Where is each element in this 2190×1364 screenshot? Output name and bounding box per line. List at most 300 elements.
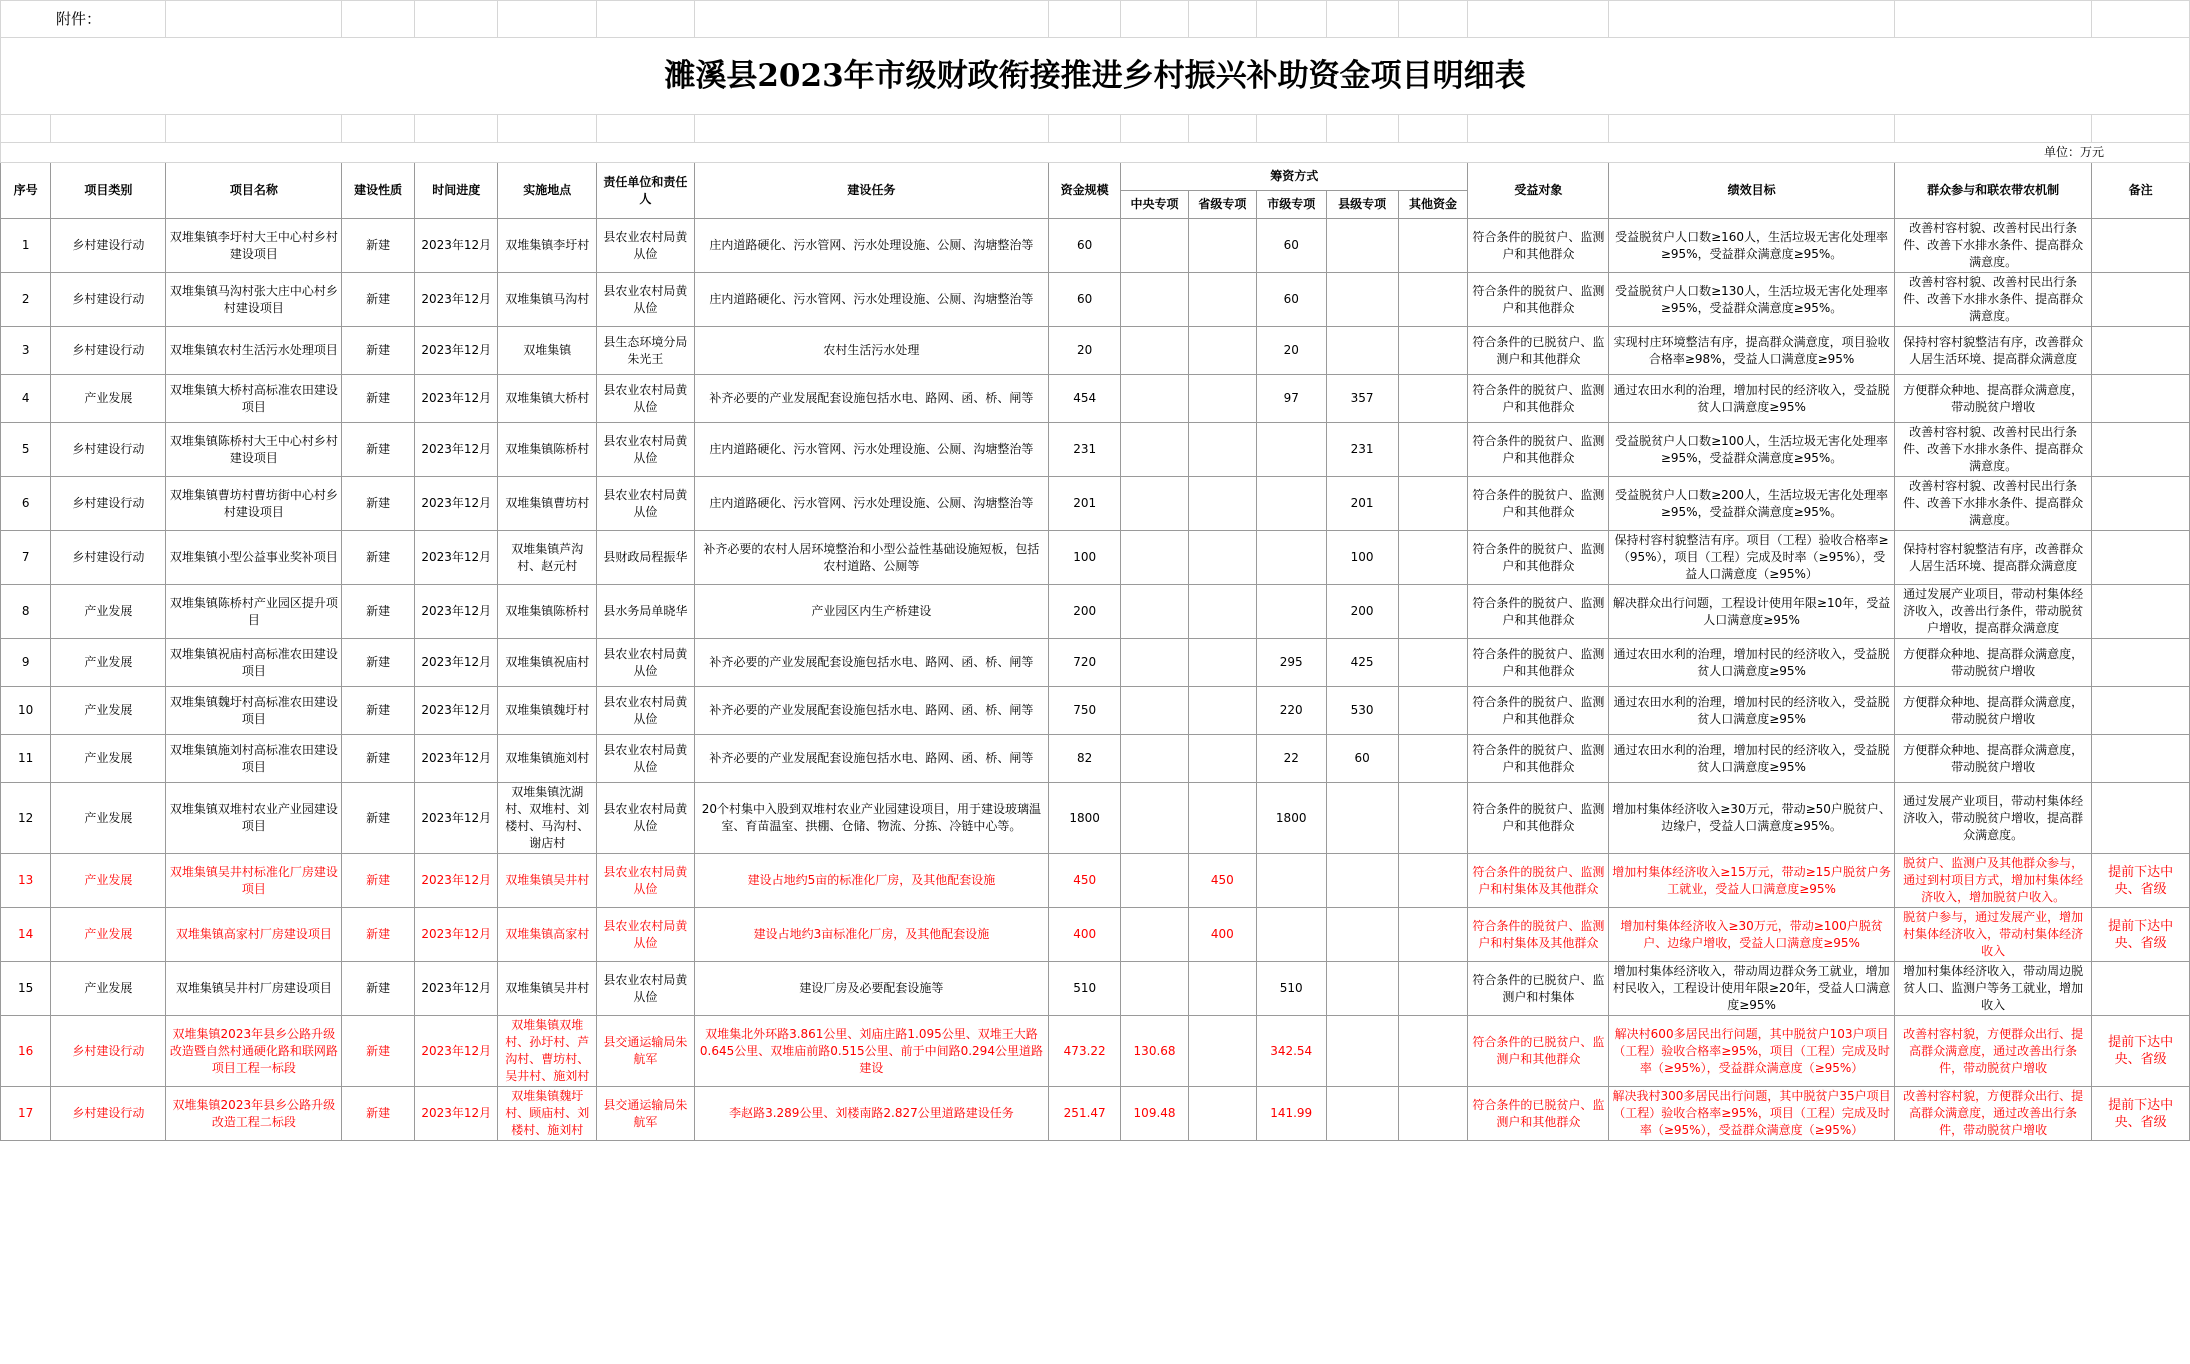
cell-remark bbox=[2092, 327, 2190, 375]
cell-seq: 12 bbox=[1, 783, 51, 854]
cell-other bbox=[1398, 687, 1468, 735]
cell-responsible: 县农业农村局黄从俭 bbox=[597, 962, 695, 1016]
cell-location: 双堆集镇沈湖村、双堆村、刘楼村、马沟村、谢店村 bbox=[498, 783, 597, 854]
cell-nature: 新建 bbox=[342, 273, 415, 327]
cell-scale: 1800 bbox=[1049, 783, 1121, 854]
cell-municipal: 295 bbox=[1256, 639, 1326, 687]
cell-provincial: 450 bbox=[1188, 854, 1256, 908]
cell-central bbox=[1121, 639, 1189, 687]
cell-scale: 720 bbox=[1049, 639, 1121, 687]
cell-name: 双堆集镇农村生活污水处理项目 bbox=[166, 327, 342, 375]
cell-performance: 通过农田水利的治理，增加村民的经济收入，受益脱贫人口满意度≥95% bbox=[1609, 735, 1895, 783]
cell-task: 庄内道路硬化、污水管网、污水处理设施、公厕、沟塘整治等 bbox=[694, 273, 1049, 327]
header-seq: 序号 bbox=[1, 163, 51, 219]
cell-task: 补齐必要的产业发展配套设施包括水电、路网、函、桥、闸等 bbox=[694, 735, 1049, 783]
cell-category: 乡村建设行动 bbox=[51, 1087, 166, 1141]
cell-remark bbox=[2092, 477, 2190, 531]
cell-task: 庄内道路硬化、污水管网、污水处理设施、公厕、沟塘整治等 bbox=[694, 219, 1049, 273]
cell-responsible: 县农业农村局黄从俭 bbox=[597, 735, 695, 783]
table-row bbox=[1, 585, 2190, 639]
cell-other bbox=[1398, 327, 1468, 375]
header-row-1 bbox=[1, 163, 2190, 191]
cell-municipal: 510 bbox=[1256, 962, 1326, 1016]
cell-county bbox=[1326, 1016, 1398, 1087]
cell-central bbox=[1121, 531, 1189, 585]
cell-beneficiary: 符合条件的脱贫户、监测户和其他群众 bbox=[1468, 783, 1609, 854]
cell-remark bbox=[2092, 639, 2190, 687]
cell-schedule: 2023年12月 bbox=[415, 908, 498, 962]
cell-seq: 4 bbox=[1, 375, 51, 423]
cell-seq: 5 bbox=[1, 423, 51, 477]
table-row bbox=[1, 219, 2190, 273]
cell-municipal: 60 bbox=[1256, 273, 1326, 327]
cell-task: 补齐必要的产业发展配套设施包括水电、路网、函、桥、闸等 bbox=[694, 639, 1049, 687]
cell-beneficiary: 符合条件的脱贫户、监测户和其他群众 bbox=[1468, 585, 1609, 639]
cell-responsible: 县交通运输局朱航军 bbox=[597, 1016, 695, 1087]
cell-provincial bbox=[1188, 531, 1256, 585]
cell-nature: 新建 bbox=[342, 327, 415, 375]
cell-responsible: 县农业农村局黄从俭 bbox=[597, 908, 695, 962]
cell-other bbox=[1398, 477, 1468, 531]
cell-task: 双堆集北外环路3.861公里、刘庙庄路1.095公里、双堆王大路0.645公里、双堆庙前路0.515公里、前于中间路0.294公里道路建设 bbox=[694, 1016, 1049, 1087]
cell-scale: 750 bbox=[1049, 687, 1121, 735]
cell-name: 双堆集镇高家村厂房建设项目 bbox=[166, 908, 342, 962]
cell-other bbox=[1398, 273, 1468, 327]
cell-municipal bbox=[1256, 585, 1326, 639]
cell-beneficiary: 符合条件的脱贫户、监测户和其他群众 bbox=[1468, 735, 1609, 783]
cell-responsible: 县农业农村局黄从俭 bbox=[597, 639, 695, 687]
cell-category: 产业发展 bbox=[51, 908, 166, 962]
cell-other bbox=[1398, 1087, 1468, 1141]
cell-performance: 解决群众出行问题，工程设计使用年限≥10年，受益人口满意度≥95% bbox=[1609, 585, 1895, 639]
cell-mechanism: 方便群众种地、提高群众满意度，带动脱贫户增收 bbox=[1894, 687, 2091, 735]
attachment-label: 附件： bbox=[1, 1, 166, 38]
cell-responsible: 县农业农村局黄从俭 bbox=[597, 375, 695, 423]
cell-seq: 10 bbox=[1, 687, 51, 735]
cell-central bbox=[1121, 783, 1189, 854]
cell-category: 产业发展 bbox=[51, 783, 166, 854]
cell-responsible: 县交通运输局朱航军 bbox=[597, 1087, 695, 1141]
cell-task: 20个村集中入股到双堆村农业产业园建设项目，用于建设玻璃温室、育苗温室、拱棚、仓储、物流、分拣、冷链中心等。 bbox=[694, 783, 1049, 854]
cell-location: 双堆集镇陈桥村 bbox=[498, 423, 597, 477]
cell-name: 双堆集镇魏圩村高标准农田建设项目 bbox=[166, 687, 342, 735]
cell-performance: 受益脱贫户人口数≥130人，生活垃圾无害化处理率≥95%，受益群众满意度≥95%。 bbox=[1609, 273, 1895, 327]
cell-other bbox=[1398, 962, 1468, 1016]
cell-county bbox=[1326, 273, 1398, 327]
cell-name: 双堆集镇曹坊村曹坊街中心村乡村建设项目 bbox=[166, 477, 342, 531]
cell-beneficiary: 符合条件的已脱贫户、监测户和村集体 bbox=[1468, 962, 1609, 1016]
cell-responsible: 县农业农村局黄从俭 bbox=[597, 783, 695, 854]
cell-mechanism: 改善村容村貌、改善村民出行条件、改善下水排水条件、提高群众满意度。 bbox=[1894, 477, 2091, 531]
cell-task: 庄内道路硬化、污水管网、污水处理设施、公厕、沟塘整治等 bbox=[694, 477, 1049, 531]
cell-municipal bbox=[1256, 908, 1326, 962]
cell-provincial bbox=[1188, 585, 1256, 639]
cell-location: 双堆集镇祝庙村 bbox=[498, 639, 597, 687]
cell-performance: 解决我村300多居民出行问题，其中脱贫户35户项目（工程）验收合格率≥95%，项目（工程）完成及时率（≥95%），受益群众满意度（≥95%） bbox=[1609, 1087, 1895, 1141]
cell-other bbox=[1398, 854, 1468, 908]
cell-county: 201 bbox=[1326, 477, 1398, 531]
cell-performance: 实现村庄环境整洁有序，提高群众满意度，项目验收合格率≥98%，受益人口满意度≥95% bbox=[1609, 327, 1895, 375]
cell-seq: 6 bbox=[1, 477, 51, 531]
cell-mechanism: 改善村容村貌、改善村民出行条件、改善下水排水条件、提高群众满意度。 bbox=[1894, 219, 2091, 273]
cell-nature: 新建 bbox=[342, 639, 415, 687]
cell-category: 产业发展 bbox=[51, 639, 166, 687]
cell-schedule: 2023年12月 bbox=[415, 1087, 498, 1141]
cell-category: 乡村建设行动 bbox=[51, 273, 166, 327]
table-row bbox=[1, 477, 2190, 531]
cell-schedule: 2023年12月 bbox=[415, 735, 498, 783]
header-name: 项目名称 bbox=[166, 163, 342, 219]
cell-schedule: 2023年12月 bbox=[415, 783, 498, 854]
cell-category: 乡村建设行动 bbox=[51, 477, 166, 531]
cell-category: 产业发展 bbox=[51, 375, 166, 423]
cell-name: 双堆集镇施刘村高标准农田建设项目 bbox=[166, 735, 342, 783]
table-row bbox=[1, 273, 2190, 327]
cell-performance: 通过农田水利的治理，增加村民的经济收入，受益脱贫人口满意度≥95% bbox=[1609, 687, 1895, 735]
cell-mechanism: 方便群众种地、提高群众满意度，带动脱贫户增收 bbox=[1894, 375, 2091, 423]
cell-municipal: 1800 bbox=[1256, 783, 1326, 854]
cell-location: 双堆集镇李圩村 bbox=[498, 219, 597, 273]
cell-responsible: 县水务局单晓华 bbox=[597, 585, 695, 639]
cell-county bbox=[1326, 1087, 1398, 1141]
cell-schedule: 2023年12月 bbox=[415, 531, 498, 585]
cell-other bbox=[1398, 639, 1468, 687]
cell-scale: 251.47 bbox=[1049, 1087, 1121, 1141]
header-county: 县级专项 bbox=[1326, 191, 1398, 219]
cell-category: 产业发展 bbox=[51, 687, 166, 735]
cell-other bbox=[1398, 423, 1468, 477]
cell-schedule: 2023年12月 bbox=[415, 477, 498, 531]
cell-remark bbox=[2092, 687, 2190, 735]
cell-schedule: 2023年12月 bbox=[415, 327, 498, 375]
cell-performance: 增加村集体经济收入≥15万元，带动≥15户脱贫户务工就业，受益人口满意度≥95% bbox=[1609, 854, 1895, 908]
cell-nature: 新建 bbox=[342, 783, 415, 854]
cell-municipal: 22 bbox=[1256, 735, 1326, 783]
cell-performance: 增加村集体经济收入≥30万元，带动≥50户脱贫户、边缘户，受益人口满意度≥95%。 bbox=[1609, 783, 1895, 854]
cell-county: 357 bbox=[1326, 375, 1398, 423]
cell-central bbox=[1121, 908, 1189, 962]
cell-municipal: 342.54 bbox=[1256, 1016, 1326, 1087]
cell-beneficiary: 符合条件的脱贫户、监测户和其他群众 bbox=[1468, 219, 1609, 273]
cell-location: 双堆集镇魏圩村 bbox=[498, 687, 597, 735]
cell-name: 双堆集镇小型公益事业奖补项目 bbox=[166, 531, 342, 585]
cell-name: 双堆集镇陈桥村大王中心村乡村建设项目 bbox=[166, 423, 342, 477]
cell-provincial: 400 bbox=[1188, 908, 1256, 962]
cell-seq: 9 bbox=[1, 639, 51, 687]
header-scale: 资金规模 bbox=[1049, 163, 1121, 219]
cell-mechanism: 改善村容村貌、改善村民出行条件、改善下水排水条件、提高群众满意度。 bbox=[1894, 423, 2091, 477]
cell-scale: 201 bbox=[1049, 477, 1121, 531]
cell-municipal: 141.99 bbox=[1256, 1087, 1326, 1141]
cell-seq: 8 bbox=[1, 585, 51, 639]
cell-scale: 20 bbox=[1049, 327, 1121, 375]
table-row bbox=[1, 854, 2190, 908]
table-row bbox=[1, 423, 2190, 477]
cell-category: 乡村建设行动 bbox=[51, 219, 166, 273]
unit-label: 单位：万元 bbox=[1, 143, 2190, 163]
cell-remark bbox=[2092, 585, 2190, 639]
cell-responsible: 县农业农村局黄从俭 bbox=[597, 687, 695, 735]
table-row bbox=[1, 639, 2190, 687]
cell-remark bbox=[2092, 783, 2190, 854]
cell-name: 双堆集镇陈桥村产业园区提升项目 bbox=[166, 585, 342, 639]
table-row bbox=[1, 783, 2190, 854]
cell-provincial bbox=[1188, 423, 1256, 477]
cell-task: 农村生活污水处理 bbox=[694, 327, 1049, 375]
cell-provincial bbox=[1188, 639, 1256, 687]
cell-central bbox=[1121, 273, 1189, 327]
header-provincial: 省级专项 bbox=[1188, 191, 1256, 219]
header-municipal: 市级专项 bbox=[1256, 191, 1326, 219]
cell-responsible: 县农业农村局黄从俭 bbox=[597, 273, 695, 327]
cell-nature: 新建 bbox=[342, 908, 415, 962]
cell-remark: 提前下达中央、省级 bbox=[2092, 1016, 2190, 1087]
cell-seq: 15 bbox=[1, 962, 51, 1016]
cell-nature: 新建 bbox=[342, 1016, 415, 1087]
cell-name: 双堆集镇吴井村厂房建设项目 bbox=[166, 962, 342, 1016]
cell-central bbox=[1121, 219, 1189, 273]
cell-other bbox=[1398, 531, 1468, 585]
cell-name: 双堆集镇大桥村高标准农田建设项目 bbox=[166, 375, 342, 423]
cell-other bbox=[1398, 585, 1468, 639]
cell-county bbox=[1326, 783, 1398, 854]
table-row bbox=[1, 1087, 2190, 1141]
cell-beneficiary: 符合条件的脱贫户、监测户和其他群众 bbox=[1468, 273, 1609, 327]
cell-task: 李赵路3.289公里、刘楼南路2.827公里道路建设任务 bbox=[694, 1087, 1049, 1141]
cell-responsible: 县生态环境分局朱光王 bbox=[597, 327, 695, 375]
cell-county: 200 bbox=[1326, 585, 1398, 639]
cell-remark bbox=[2092, 962, 2190, 1016]
table-row bbox=[1, 1016, 2190, 1087]
cell-location: 双堆集镇大桥村 bbox=[498, 375, 597, 423]
cell-name: 双堆集镇2023年县乡公路升级改造工程二标段 bbox=[166, 1087, 342, 1141]
cell-mechanism: 通过发展产业项目，带动村集体经济收入，改善出行条件，带动脱贫户增收，提高群众满意度 bbox=[1894, 585, 2091, 639]
header-task: 建设任务 bbox=[694, 163, 1049, 219]
cell-location: 双堆集镇吴井村 bbox=[498, 962, 597, 1016]
cell-provincial bbox=[1188, 273, 1256, 327]
cell-central: 130.68 bbox=[1121, 1016, 1189, 1087]
cell-location: 双堆集镇双堆村、孙圩村、芦沟村、曹坊村、吴井村、施刘村 bbox=[498, 1016, 597, 1087]
cell-schedule: 2023年12月 bbox=[415, 1016, 498, 1087]
cell-scale: 454 bbox=[1049, 375, 1121, 423]
header-central: 中央专项 bbox=[1121, 191, 1189, 219]
header-schedule: 时间进度 bbox=[415, 163, 498, 219]
cell-mechanism: 保持村容村貌整洁有序，改善群众人居生活环境、提高群众满意度 bbox=[1894, 327, 2091, 375]
cell-remark: 提前下达中央、省级 bbox=[2092, 1087, 2190, 1141]
cell-category: 乡村建设行动 bbox=[51, 423, 166, 477]
cell-remark bbox=[2092, 423, 2190, 477]
title-row bbox=[1, 38, 2190, 115]
cell-name: 双堆集镇吴井村标准化厂房建设项目 bbox=[166, 854, 342, 908]
cell-location: 双堆集镇曹坊村 bbox=[498, 477, 597, 531]
cell-remark bbox=[2092, 219, 2190, 273]
cell-schedule: 2023年12月 bbox=[415, 273, 498, 327]
cell-responsible: 县财政局程振华 bbox=[597, 531, 695, 585]
table-row bbox=[1, 327, 2190, 375]
cell-category: 乡村建设行动 bbox=[51, 531, 166, 585]
cell-category: 产业发展 bbox=[51, 585, 166, 639]
cell-central bbox=[1121, 854, 1189, 908]
header-location: 实施地点 bbox=[498, 163, 597, 219]
cell-seq: 17 bbox=[1, 1087, 51, 1141]
cell-municipal bbox=[1256, 531, 1326, 585]
cell-nature: 新建 bbox=[342, 531, 415, 585]
cell-beneficiary: 符合条件的脱贫户、监测户和村集体及其他群众 bbox=[1468, 908, 1609, 962]
cell-schedule: 2023年12月 bbox=[415, 585, 498, 639]
cell-nature: 新建 bbox=[342, 477, 415, 531]
header-beneficiary: 受益对象 bbox=[1468, 163, 1609, 219]
cell-other bbox=[1398, 219, 1468, 273]
cell-provincial bbox=[1188, 477, 1256, 531]
cell-seq: 2 bbox=[1, 273, 51, 327]
cell-performance: 增加村集体经济收入≥30万元，带动≥100户脱贫户、边缘户增收，受益人口满意度≥95% bbox=[1609, 908, 1895, 962]
cell-remark bbox=[2092, 735, 2190, 783]
cell-performance: 受益脱贫户人口数≥100人，生活垃圾无害化处理率≥95%，受益群众满意度≥95%。 bbox=[1609, 423, 1895, 477]
cell-county bbox=[1326, 962, 1398, 1016]
cell-scale: 510 bbox=[1049, 962, 1121, 1016]
cell-municipal bbox=[1256, 423, 1326, 477]
cell-category: 产业发展 bbox=[51, 962, 166, 1016]
cell-central bbox=[1121, 423, 1189, 477]
cell-remark bbox=[2092, 531, 2190, 585]
cell-county: 425 bbox=[1326, 639, 1398, 687]
cell-performance: 通过农田水利的治理，增加村民的经济收入，受益脱贫人口满意度≥95% bbox=[1609, 375, 1895, 423]
cell-beneficiary: 符合条件的脱贫户、监测户和其他群众 bbox=[1468, 687, 1609, 735]
cell-task: 建设厂房及必要配套设施等 bbox=[694, 962, 1049, 1016]
cell-mechanism: 改善村容村貌、改善村民出行条件、改善下水排水条件、提高群众满意度。 bbox=[1894, 273, 2091, 327]
cell-seq: 3 bbox=[1, 327, 51, 375]
cell-remark: 提前下达中央、省级 bbox=[2092, 854, 2190, 908]
cell-location: 双堆集镇吴井村 bbox=[498, 854, 597, 908]
cell-provincial bbox=[1188, 327, 1256, 375]
table-row bbox=[1, 735, 2190, 783]
cell-provincial bbox=[1188, 687, 1256, 735]
cell-schedule: 2023年12月 bbox=[415, 962, 498, 1016]
cell-mechanism: 增加村集体经济收入，带动周边脱贫人口、监测户等务工就业，增加收入 bbox=[1894, 962, 2091, 1016]
cell-scale: 231 bbox=[1049, 423, 1121, 477]
cell-schedule: 2023年12月 bbox=[415, 219, 498, 273]
cell-seq: 1 bbox=[1, 219, 51, 273]
cell-county bbox=[1326, 908, 1398, 962]
cell-category: 乡村建设行动 bbox=[51, 1016, 166, 1087]
cell-nature: 新建 bbox=[342, 423, 415, 477]
cell-task: 补齐必要的产业发展配套设施包括水电、路网、函、桥、闸等 bbox=[694, 375, 1049, 423]
cell-central bbox=[1121, 687, 1189, 735]
header-remark: 备注 bbox=[2092, 163, 2190, 219]
cell-remark bbox=[2092, 375, 2190, 423]
cell-beneficiary: 符合条件的脱贫户、监测户和其他群众 bbox=[1468, 477, 1609, 531]
cell-county bbox=[1326, 327, 1398, 375]
cell-municipal: 20 bbox=[1256, 327, 1326, 375]
cell-remark bbox=[2092, 273, 2190, 327]
cell-scale: 82 bbox=[1049, 735, 1121, 783]
cell-municipal: 97 bbox=[1256, 375, 1326, 423]
cell-nature: 新建 bbox=[342, 854, 415, 908]
cell-scale: 100 bbox=[1049, 531, 1121, 585]
cell-central bbox=[1121, 585, 1189, 639]
cell-responsible: 县农业农村局黄从俭 bbox=[597, 219, 695, 273]
cell-other bbox=[1398, 1016, 1468, 1087]
cell-performance: 受益脱贫户人口数≥200人，生活垃圾无害化处理率≥95%，受益群众满意度≥95%。 bbox=[1609, 477, 1895, 531]
cell-schedule: 2023年12月 bbox=[415, 423, 498, 477]
cell-beneficiary: 符合条件的脱贫户、监测户和村集体及其他群众 bbox=[1468, 854, 1609, 908]
cell-nature: 新建 bbox=[342, 1087, 415, 1141]
cell-mechanism: 脱贫户、监测户及其他群众参与，通过到村项目方式，增加村集体经济收入，增加脱贫户收入。 bbox=[1894, 854, 2091, 908]
cell-mechanism: 改善村容村貌，方便群众出行、提高群众满意度，通过改善出行条件，带动脱贫户增收 bbox=[1894, 1016, 2091, 1087]
cell-beneficiary: 符合条件的脱贫户、监测户和其他群众 bbox=[1468, 423, 1609, 477]
cell-provincial bbox=[1188, 735, 1256, 783]
cell-scale: 60 bbox=[1049, 219, 1121, 273]
cell-nature: 新建 bbox=[342, 687, 415, 735]
cell-beneficiary: 符合条件的已脱贫户、监测户和其他群众 bbox=[1468, 327, 1609, 375]
cell-seq: 7 bbox=[1, 531, 51, 585]
cell-central: 109.48 bbox=[1121, 1087, 1189, 1141]
cell-task: 建设占地约3亩标准化厂房，及其他配套设施 bbox=[694, 908, 1049, 962]
cell-category: 产业发展 bbox=[51, 854, 166, 908]
cell-seq: 13 bbox=[1, 854, 51, 908]
header-funding: 筹资方式 bbox=[1121, 163, 1468, 191]
cell-beneficiary: 符合条件的脱贫户、监测户和其他群众 bbox=[1468, 375, 1609, 423]
cell-responsible: 县农业农村局黄从俭 bbox=[597, 423, 695, 477]
cell-responsible: 县农业农村局黄从俭 bbox=[597, 854, 695, 908]
cell-task: 产业园区内生产桥建设 bbox=[694, 585, 1049, 639]
cell-beneficiary: 符合条件的脱贫户、监测户和其他群众 bbox=[1468, 639, 1609, 687]
cell-county: 100 bbox=[1326, 531, 1398, 585]
cell-scale: 450 bbox=[1049, 854, 1121, 908]
cell-task: 补齐必要的产业发展配套设施包括水电、路网、函、桥、闸等 bbox=[694, 687, 1049, 735]
cell-provincial bbox=[1188, 219, 1256, 273]
cell-county bbox=[1326, 854, 1398, 908]
cell-central bbox=[1121, 327, 1189, 375]
cell-mechanism: 方便群众种地、提高群众满意度，带动脱贫户增收 bbox=[1894, 639, 2091, 687]
cell-location: 双堆集镇施刘村 bbox=[498, 735, 597, 783]
cell-location: 双堆集镇陈桥村 bbox=[498, 585, 597, 639]
cell-name: 双堆集镇双堆村农业产业园建设项目 bbox=[166, 783, 342, 854]
cell-task: 庄内道路硬化、污水管网、污水处理设施、公厕、沟塘整治等 bbox=[694, 423, 1049, 477]
header-performance: 绩效目标 bbox=[1609, 163, 1895, 219]
cell-municipal: 220 bbox=[1256, 687, 1326, 735]
table-row bbox=[1, 687, 2190, 735]
cell-nature: 新建 bbox=[342, 735, 415, 783]
cell-performance: 解决村600多居民出行问题，其中脱贫户103户项目（工程）验收合格率≥95%，项目（工程）完成及时率（≥95%），受益群众满意度（≥95%） bbox=[1609, 1016, 1895, 1087]
cell-performance: 受益脱贫户人口数≥160人，生活垃圾无害化处理率≥95%，受益群众满意度≥95%。 bbox=[1609, 219, 1895, 273]
header-other: 其他资金 bbox=[1398, 191, 1468, 219]
cell-schedule: 2023年12月 bbox=[415, 854, 498, 908]
cell-location: 双堆集镇高家村 bbox=[498, 908, 597, 962]
cell-mechanism: 方便群众种地、提高群众满意度，带动脱贫户增收 bbox=[1894, 735, 2091, 783]
cell-mechanism: 保持村容村貌整洁有序，改善群众人居生活环境、提高群众满意度 bbox=[1894, 531, 2091, 585]
cell-category: 产业发展 bbox=[51, 735, 166, 783]
cell-name: 双堆集镇马沟村张大庄中心村乡村建设项目 bbox=[166, 273, 342, 327]
spacer-row bbox=[1, 115, 2190, 143]
cell-county: 530 bbox=[1326, 687, 1398, 735]
cell-nature: 新建 bbox=[342, 962, 415, 1016]
cell-county: 231 bbox=[1326, 423, 1398, 477]
cell-performance: 增加村集体经济收入，带动周边群众务工就业，增加村民收入，工程设计使用年限≥20年，受益人口满意度≥95% bbox=[1609, 962, 1895, 1016]
cell-nature: 新建 bbox=[342, 219, 415, 273]
cell-nature: 新建 bbox=[342, 375, 415, 423]
cell-task: 补齐必要的农村人居环境整治和小型公益性基础设施短板，包括农村道路、公厕等 bbox=[694, 531, 1049, 585]
page-title: 濉溪县2023年市级财政衔接推进乡村振兴补助资金项目明细表 bbox=[1, 38, 2190, 115]
header-responsible: 责任单位和责任人 bbox=[597, 163, 695, 219]
cell-location: 双堆集镇芦沟村、赵元村 bbox=[498, 531, 597, 585]
cell-seq: 16 bbox=[1, 1016, 51, 1087]
cell-provincial bbox=[1188, 783, 1256, 854]
cell-seq: 11 bbox=[1, 735, 51, 783]
cell-name: 双堆集镇祝庙村高标准农田建设项目 bbox=[166, 639, 342, 687]
cell-beneficiary: 符合条件的脱贫户、监测户和其他群众 bbox=[1468, 531, 1609, 585]
cell-beneficiary: 符合条件的已脱贫户、监测户和其他群众 bbox=[1468, 1087, 1609, 1141]
